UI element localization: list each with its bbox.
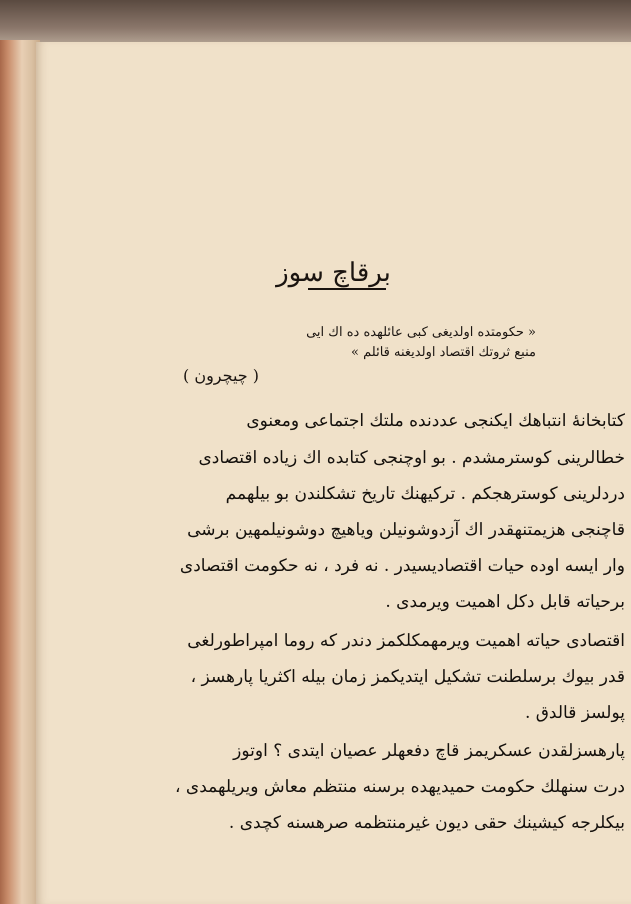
paragraph-2-line-3: پولسز قالدق . [524,703,625,723]
paragraph-3-line-3: بيكلرجه كيشينك حقى ديون غيرمنتظمه صرهسنه كچدى . [228,813,625,833]
page-content [36,42,631,904]
paragraph-3-line-1: پارهسزلقدن عسكريمز قاچ دفعهلر عصيان ايتدى ؟ اوتوز [233,741,625,761]
paragraph-1-line-2: خطالرينى كوسترمشدم . بو اوچنجى كتابده اك زياده اقتصادى [198,448,625,468]
paragraph-3-line-2: درت سنهلك حكومت حميديهده برسنه منتظم معاش ويريلهمدى ، [175,777,625,797]
paragraph-1-line-6: برحياته قابل دكل اهميت ويرمدى . [385,592,625,612]
book-page-edges [0,40,40,904]
paragraph-2-line-1: اقتصادى حياته اهميت ويرمهمكلكمز دندر كه روما امپراطورلغى [187,631,625,651]
background-top [0,0,631,46]
paragraph-1-line-4: قاچنجى هزيمتنهقدر اك آزدوشونيلن وياهيچ دوشونيلمهين برشى [187,520,625,540]
paragraph-1-line-3: دردلرينى كوسترهجكم . تركيهنك تاريخ تشكلندن بو بيلهمم [225,484,625,504]
chapter-title: برقاچ سوز [276,258,391,288]
paragraph-1-line-5: وار ايسه اوده حيات اقتصاديسيدر . نه فرد ، نه حكومت اقتصادى [179,556,625,576]
epigraph-line-1: « حكومتده اولديغى كبى عائلهده ده اك ايى [306,325,536,340]
paragraph-1-line-1: كتابخانهٔ انتباهك ايكنجى عددنده ملتك اجتماعى ومعنوى [246,411,625,431]
title-underline [308,288,386,290]
epigraph-author: ( چيچرون ) [182,366,259,385]
book-page [36,42,631,904]
paragraph-2-line-2: قدر بيوك برسلطنت تشكيل ايتديكمز زمان بيله اكثريا پارهسز ، [190,667,625,687]
epigraph-line-2: منبع ثروتك اقتصاد اولديغنه قائلم » [351,345,536,360]
